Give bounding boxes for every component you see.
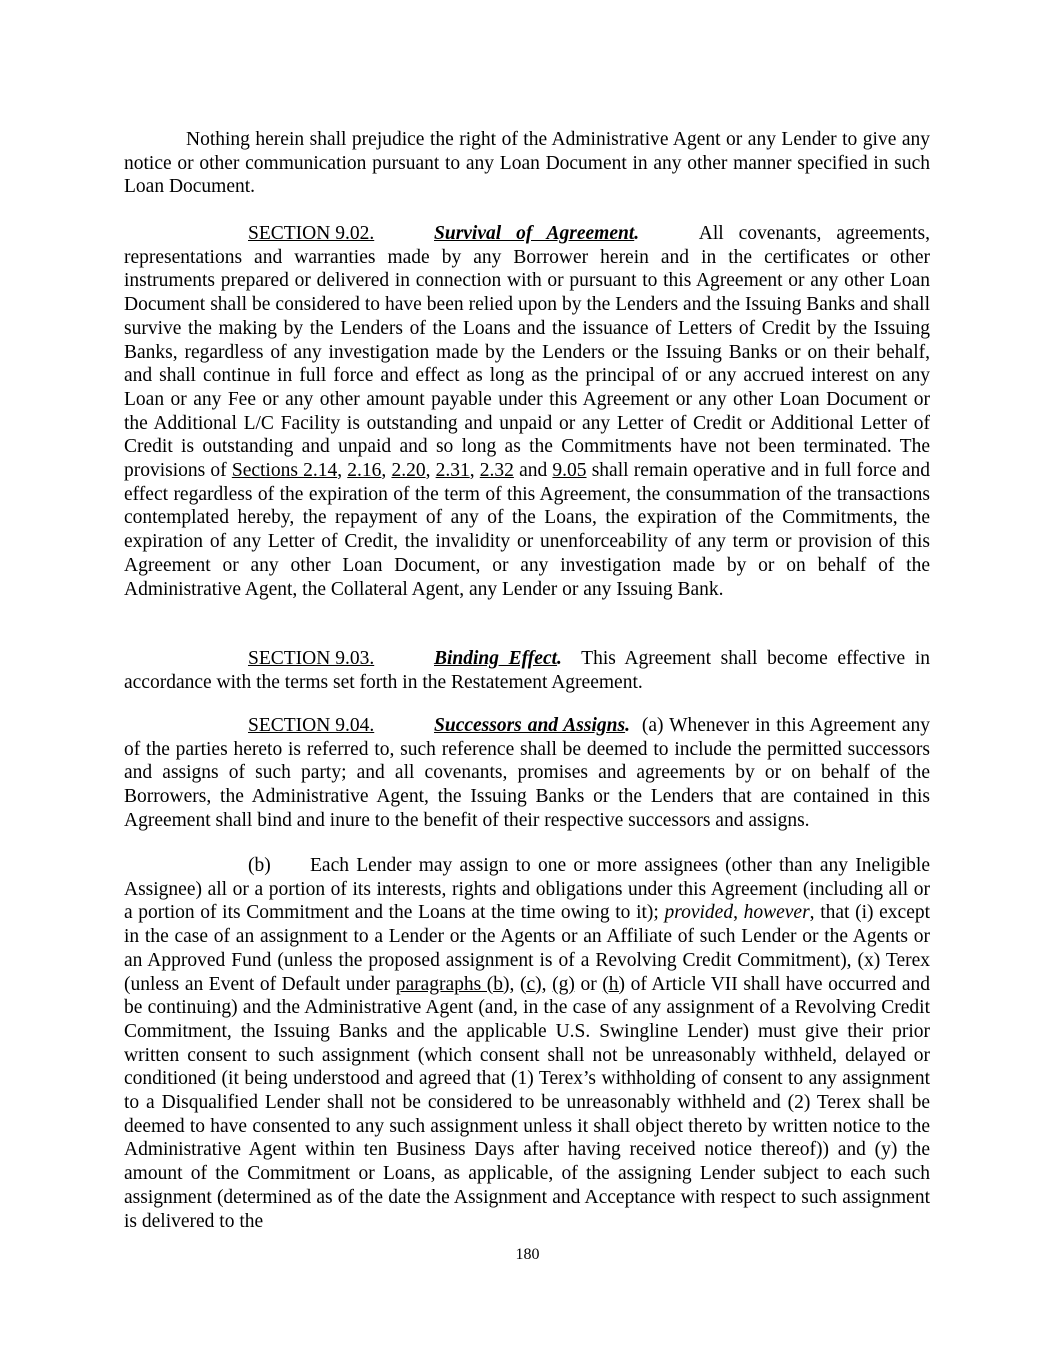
section-9-04: SECTION 9.04. Successors and Assigns. (a) Whenever in this Agreement any of the parties hereto is referred to, such reference shall be deemed to include the permitted successors and assigns of such party; and all covenants, promises and agreements by or on behalf of the Borrowers, the Administrative Agent, the Issuing Banks or the Lenders that are contained in this Agreement shall bind and inure to the benefit of their respective successors and assigns. <box>124 715 931 831</box>
paragraph-text: that (i) except in the case of an assignment to a Lender or the Agents or an Affiliate of such Lender or the Agents or an Approved Fund (unless the proposed assignment is of a Revolving Credit Commitment), (x) Terex (unless an Event of Default under <box>124 902 931 995</box>
section-9-03: SECTION 9.03. Binding Effect. This Agreement shall become effective in accordance with the terms set forth in the Restatement Agreement. <box>124 648 930 693</box>
section-text: (a) Whenever in this Agreement any of the parties hereto is referred to, such reference shall be deemed to include the permitted successors and assigns of such party; and all covenants, promises and agreements by or on behalf of the Borrowers, the Administrative Agent, the Issuing Banks or the Lenders that are contained in this Agreement shall bind and inure to the benefit of their respective successors and assigns. <box>124 715 931 831</box>
cross-reference[interactable]: 9.05 <box>552 460 587 482</box>
paragraph-label: (b) <box>248 855 271 876</box>
cross-reference[interactable]: Sections 2.14 <box>231 460 338 482</box>
paragraph-text: of Article VII shall have occurred and be continuing) and the Administrative Agent (and, in the case of any assignment of a Revolving Credit Commitment, the Issuing Banks and the applicable U.S. Swingline Lender) must give their prior written consent to such assignment (which consent shall not be unreasonably withheld, delayed or conditioned (it being understood and agreed that (1) Terex’s withholding of consent to any assignment to a Disqualified Lender shall not be considered to be unreasonably withheld and (2) Terex shall be deemed to have consented to any such assignment unless it shall object thereto by written notice to the Administrative Agent within ten Business Days after having received notice thereof)) and (y) the amount of the Commitment or Loans, as applicable, of the assigning Lender subject to each such assignment (determined as of the date the Assignment and Acceptance with respect to such assignment is delivered to the <box>124 973 931 1232</box>
cross-reference[interactable]: 2.31 <box>435 460 470 482</box>
emphasis: however <box>743 902 810 924</box>
page-number: 180 <box>515 1246 540 1263</box>
section-text: All covenants, agreements, representations and warranties made by any Borrower herein and in the certificates or other instruments prepared or delivered in connection with or pursuant to this Agreement or any other Loan Document shall be considered to have been relied upon by the Lenders and the Issuing Banks and shall survive the making by the Lenders of the Loans and the issuance of Letters of Credit by the Issuing Banks, regardless of any investigation made by the Lenders or the Issuing Banks or on their behalf, and shall continue in full force and effect as long as the principal of or any accrued interest on any Loan or any Fee or any other amount payable under this Agreement or any other Loan Document or the Additional L/C Facility is outstanding and unpaid or any Letter of Credit or Additional Letter of Credit is outstanding and unpaid and so long as the Commitments have not been terminated. The provisions of <box>124 223 930 482</box>
section-title: Successors and Assigns <box>434 715 626 736</box>
conjunction: and <box>519 460 548 482</box>
cross-reference[interactable]: 2.16 <box>347 460 382 482</box>
cross-reference[interactable]: 2.32 <box>479 460 514 482</box>
section-text: This Agreement shall become effective in accordance with the terms set forth in the Restatement Agreement. <box>124 648 930 693</box>
section-text: shall remain operative and in full force and effect regardless of the expiration of the term of this Agreement, the consummation of the transactions contemplated hereby, the repayment of any of the Loans, the expiration of the Commitments, the expiration of any Letter of Credit, the invalidity or unenforceability of any term or provision of this Agreement or any other Loan Document, or any investigation made by or on behalf of the Administrative Agent, the Collateral Agent, any Lender or any Issuing Bank. <box>124 460 931 600</box>
section-9-02: SECTION 9.02. Survival of Agreement. All covenants, agreements, representations and warranties made by any Borrower herein and in the certificates or other instruments prepared or delivered in connection with or pursuant to this Agreement or any other Loan Document shall be considered to have been relied upon by the Lenders and the Issuing Banks and shall survive the making by the Lenders of the Loans and the issuance of Letters of Credit by the Issuing Banks, regardless of any investigation made by the Lenders or the Issuing Banks or on their behalf, and shall continue in full force and effect as long as the principal of or any accrued interest on any Loan or any Fee or any other amount payable under this Agreement or any other Loan Document or the Additional L/C Facility is outstanding and unpaid or any Letter of Credit or Additional Letter of Credit is outstanding and unpaid and so long as the Commitments have not been terminated. The provisions of Sections 2.14, 2.16, 2.20, 2.31, 2.32 and 9.05 shall remain operative and in full force and effect regardless of the expiration of the term of this Agreement, the consummation of the transactions contemplated hereby, the repayment of any of the Loans, the expiration of the Commitments, the expiration of any Letter of Credit, the invalidity or unenforceability of any term or provision of this Agreement or any other Loan Document, or any investigation made by or on behalf of the Administrative Agent, the Collateral Agent, any Lender or any Issuing Bank. <box>124 223 931 600</box>
section-title: Survival of Agreement <box>434 223 635 244</box>
cross-reference[interactable]: (c) <box>520 973 542 995</box>
emphasis: provided <box>664 902 734 924</box>
cross-reference[interactable]: 2.20 <box>391 460 426 482</box>
cross-reference[interactable]: (g) <box>552 973 575 995</box>
section-number: SECTION 9.03. <box>248 648 375 669</box>
conjunction: or <box>580 973 597 995</box>
section-title: Binding Effect <box>434 648 558 669</box>
section-number: SECTION 9.02. <box>248 223 375 244</box>
paragraph-text: Each Lender may assign to one or more assignees (other than any Ineligible Assignee) all or a portion of its interests, rights and obligations under this Agreement (including all or a portion of its Commitment and the Loans at the time owing to it); <box>124 855 930 924</box>
paragraph-text: Nothing herein shall prejudice the right of the Administrative Agent or any Lender to give any notice or other communication pursuant to any Loan Document in any other manner specified in such Loan Document. <box>124 129 930 198</box>
paragraph-notice <box>124 128 930 199</box>
cross-reference[interactable]: (h) <box>602 973 626 995</box>
cross-reference[interactable]: paragraphs (b) <box>395 973 510 995</box>
section-number: SECTION 9.04. <box>248 715 375 736</box>
paragraph-b: (b) Each Lender may assign to one or more assignees (other than any Ineligible Assignee) all or a portion of its interests, rights and obligations under this Agreement (including all or a portion of its Commitment and the Loans at the time owing to it); provided, however, that (i) except in the case of an assignment to a Lender or the Agents or an Affiliate of such Lender or the Agents or an Approved Fund (unless the proposed assignment is of a Revolving Credit Commitment), (x) Terex (unless an Event of Default under paragraphs (b), (c), (g) or (h) of Article VII shall have occurred and be continuing) and the Administrative Agent (and, in the case of any assignment of a Revolving Credit Commitment, the Issuing Banks and the applicable U.S. Swingline Lender) must give their prior written consent to such assignment (which consent shall not be unreasonably withheld, delayed or conditioned (it being understood and agreed that (1) Terex’s withholding of consent to any assignment to a Disqualified Lender shall not be considered to be unreasonably withheld and (2) Terex shall be deemed to have consented to any such assignment unless it shall object thereto by written notice to the Administrative Agent within ten Business Days after having received notice thereof)) and (y) the amount of the Commitment or Loans, as applicable, of the assigning Lender subject to each such assignment (determined as of the date the Assignment and Acceptance with respect to such assignment is delivered to the <box>124 855 931 1232</box>
